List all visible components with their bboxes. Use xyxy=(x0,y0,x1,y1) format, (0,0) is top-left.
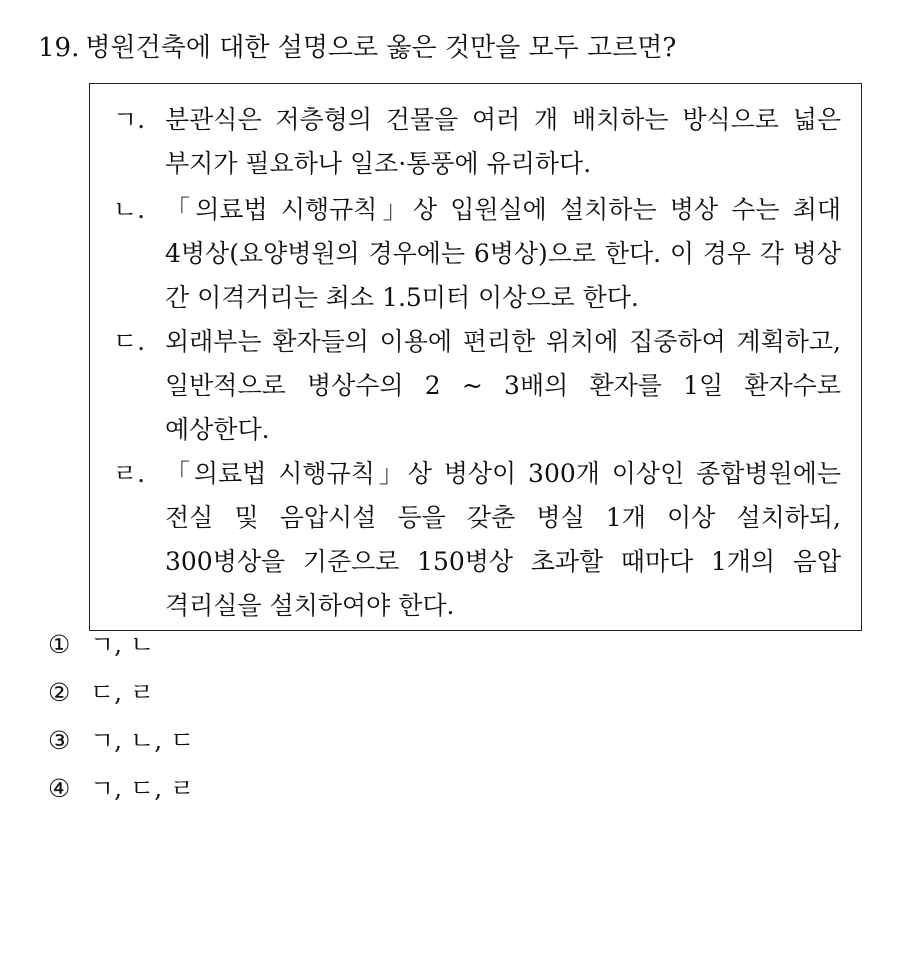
statements-box xyxy=(89,83,862,631)
statement-d xyxy=(113,452,841,628)
answer-option-3[interactable] xyxy=(48,721,194,769)
question-block xyxy=(38,28,898,620)
statement-c xyxy=(113,320,841,452)
option-text: ㄷ, ㄹ xyxy=(90,678,155,707)
statement-b xyxy=(113,188,841,320)
option-number: ③ xyxy=(48,726,71,755)
option-text: ㄱ, ㄴ xyxy=(90,630,155,659)
statement-text: 외래부는 환자들의 이용에 편리한 위치에 집중하여 계획하고, 일반적으로 병상수의 2 ~ 3배의 환자를 1일 환자수로 예상한다. xyxy=(165,327,841,444)
question-prompt: 병원건축에 대한 설명으로 옳은 것만을 모두 고르면? xyxy=(85,33,677,63)
answer-option-1[interactable] xyxy=(48,625,194,673)
statement-text: 「의료법 시행규칙」상 입원실에 설치하는 병상 수는 최대 4병상(요양병원의 경우에는 6병상)으로 한다. 이 경우 각 병상 간 이격거리는 최소 1.5미터 이상으로 한다. xyxy=(165,195,841,312)
statement-marker: ㄷ. xyxy=(113,327,146,356)
statement-a xyxy=(113,98,841,186)
statement-text: 「의료법 시행규칙」상 병상이 300개 이상인 종합병원에는 전실 및 음압시설 등을 갖춘 병실 1개 이상 설치하되, 300병상을 기준으로 150병상 초과할 때마다 1개의 음압 격리실을 설치하여야 한다. xyxy=(165,459,841,620)
option-text: ㄱ, ㄴ, ㄷ xyxy=(90,726,195,755)
option-number: ④ xyxy=(48,774,71,803)
statement-text: 분관식은 저층형의 건물을 여러 개 배치하는 방식으로 넓은 부지가 필요하나 일조·통풍에 유리하다. xyxy=(165,105,841,178)
statement-marker: ㄴ. xyxy=(113,195,146,224)
question-number: 19. xyxy=(38,33,80,63)
question-title xyxy=(38,28,898,68)
answer-option-2[interactable] xyxy=(48,673,194,721)
statement-marker: ㄱ. xyxy=(113,105,146,134)
answer-option-4[interactable] xyxy=(48,769,194,817)
answer-options xyxy=(48,625,194,817)
statement-marker: ㄹ. xyxy=(113,459,146,488)
option-number: ① xyxy=(48,630,71,659)
option-text: ㄱ, ㄷ, ㄹ xyxy=(90,774,195,803)
option-number: ② xyxy=(48,678,71,707)
